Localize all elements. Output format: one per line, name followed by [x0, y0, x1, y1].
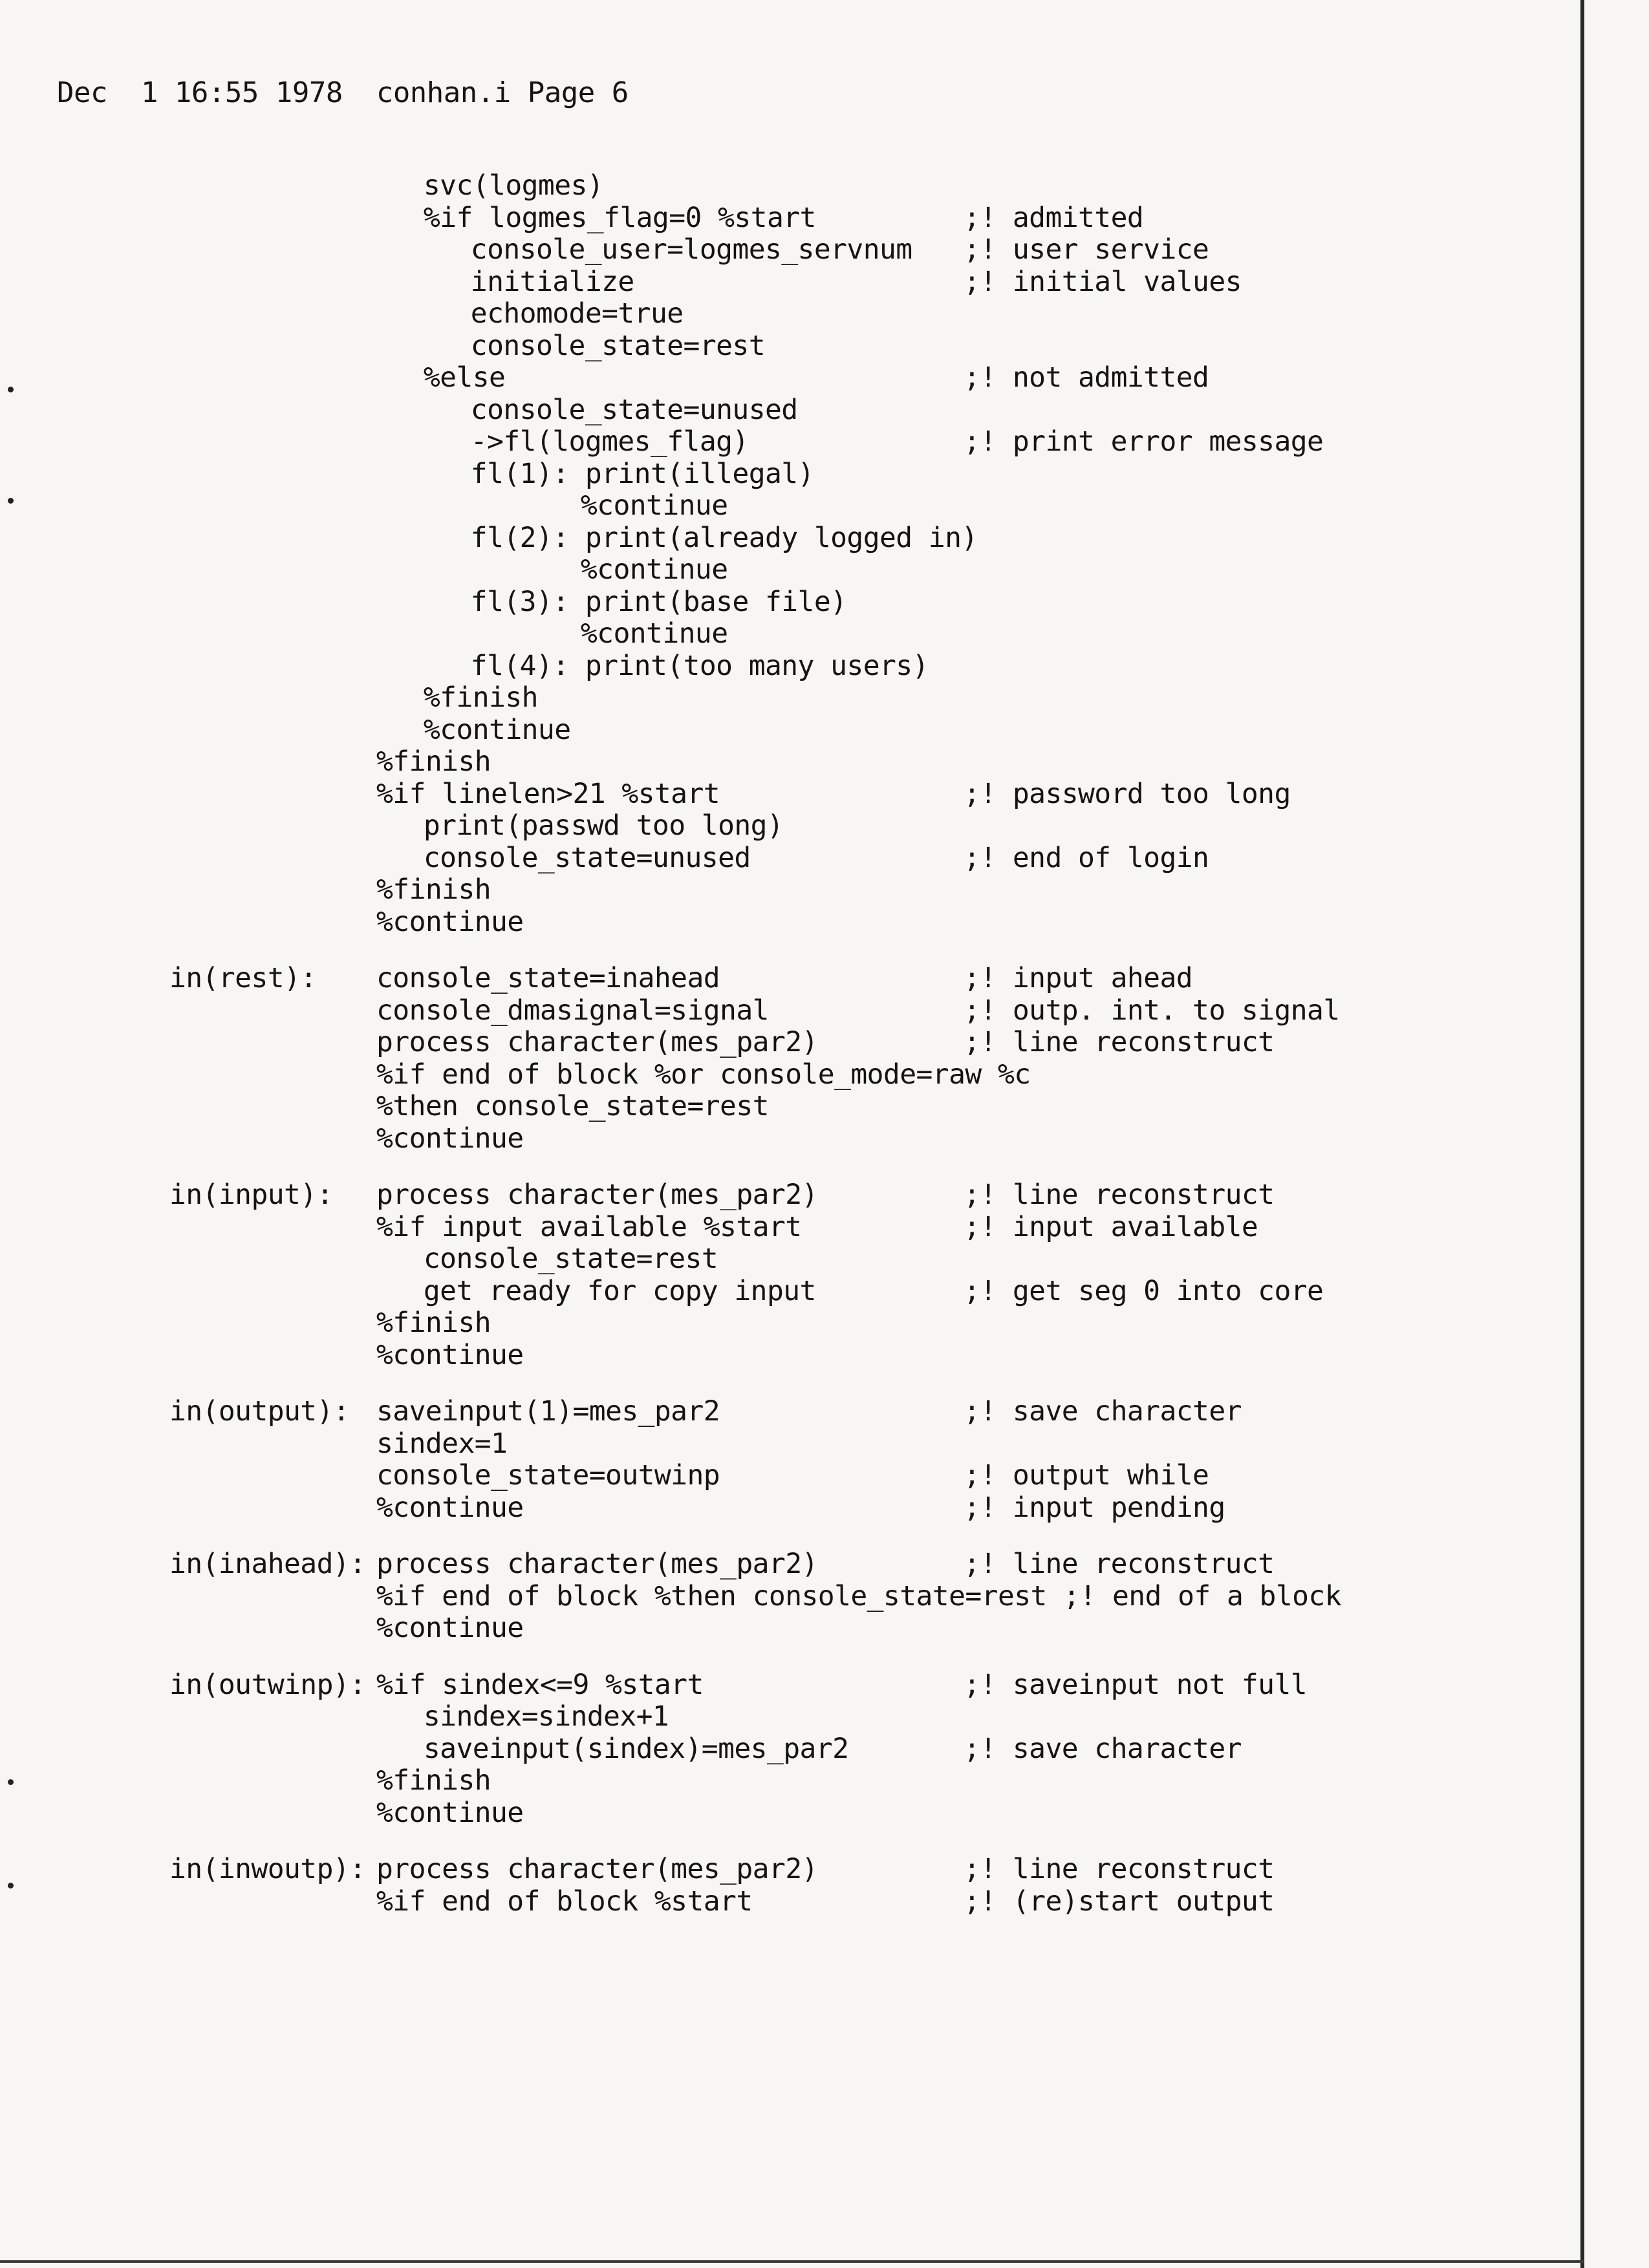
line-code: %if end of block %then console_state=rest ;! end of a block [376, 1579, 1342, 1612]
code-line [0, 1275, 1565, 1307]
code-line [0, 906, 1565, 938]
line-label: in(rest): [169, 962, 317, 994]
code-line [0, 1058, 1565, 1091]
line-code: %continue [376, 1122, 524, 1155]
line-code: print(passwd too long) [423, 809, 784, 842]
line-code: %if logmes_flag=0 %start [423, 201, 816, 234]
line-code: %if sindex<=9 %start [376, 1668, 704, 1701]
code-line [0, 394, 1565, 426]
line-comment: ;! end of login [964, 841, 1209, 874]
code-line [0, 681, 1565, 714]
line-label: in(input): [169, 1179, 333, 1211]
code-line [0, 522, 1565, 554]
line-code: process character(mes_par2) [376, 1026, 818, 1058]
line-code: %else [423, 361, 506, 394]
line-code: svc(logmes) [423, 169, 604, 202]
code-line [0, 489, 1565, 522]
code-line [0, 458, 1565, 490]
code-line [0, 1339, 1565, 1371]
line-code: sindex=1 [376, 1427, 508, 1460]
code-line [0, 425, 1565, 458]
code-line [0, 1853, 1565, 1885]
code-line [0, 361, 1565, 394]
line-label: in(inahead): [169, 1548, 366, 1580]
line-code: %if end of block %or console_mode=raw %c [376, 1058, 1031, 1091]
code-line [0, 1580, 1565, 1612]
code-line [0, 202, 1565, 234]
line-code: %finish [376, 873, 491, 906]
line-comment: ;! admitted [964, 201, 1144, 234]
code-line [0, 1548, 1565, 1580]
line-comment: ;! line reconstruct [964, 1026, 1275, 1058]
line-comment: ;! initial values [964, 265, 1242, 298]
code-line [0, 1026, 1565, 1058]
code-line [0, 1764, 1565, 1797]
line-code: sindex=sindex+1 [423, 1700, 669, 1733]
line-comment: ;! input pending [964, 1491, 1225, 1524]
line-comment: ;! saveinput not full [964, 1668, 1308, 1701]
line-comment: ;! line reconstruct [964, 1853, 1275, 1885]
code-line [0, 1211, 1565, 1243]
line-label: in(outwinp): [169, 1668, 366, 1701]
code-line [0, 1612, 1565, 1644]
line-code: %then console_state=rest [376, 1090, 769, 1122]
line-comment: ;! print error message [964, 425, 1324, 458]
line-code: %finish [376, 745, 491, 778]
line-code: %finish [376, 1307, 491, 1339]
line-code: process character(mes_par2) [376, 1179, 818, 1211]
code-line [0, 714, 1565, 746]
header-filename: conhan.i [376, 76, 511, 109]
line-comment: ;! line reconstruct [964, 1179, 1275, 1211]
line-code: %if end of block %start [376, 1885, 753, 1918]
line-code: %continue [580, 553, 728, 586]
code-line [0, 1243, 1565, 1275]
line-comment: ;! save character [964, 1732, 1242, 1765]
line-comment: ;! user service [964, 233, 1209, 266]
code-line [0, 169, 1565, 202]
line-code: %continue [376, 1796, 524, 1829]
code-line [0, 1090, 1565, 1122]
line-comment: ;! output while [964, 1459, 1209, 1492]
line-code: echomode=true [470, 297, 684, 330]
code-line [0, 650, 1565, 682]
code-line [0, 1428, 1565, 1460]
code-line [0, 809, 1565, 842]
line-code: process character(mes_par2) [376, 1548, 818, 1580]
line-code: console_state=outwinp [376, 1459, 720, 1492]
line-code: %continue [376, 1491, 524, 1524]
code-line [0, 617, 1565, 650]
line-code: console_state=unused [423, 841, 751, 874]
code-line [0, 586, 1565, 618]
line-code: %continue [580, 489, 728, 522]
code-line [0, 297, 1565, 330]
line-comment: ;! password too long [964, 777, 1291, 810]
line-comment: ;! input ahead [964, 962, 1193, 994]
code-line [0, 778, 1565, 810]
line-comment: ;! not admitted [964, 361, 1209, 394]
line-code: %if input available %start [376, 1210, 802, 1243]
line-code: fl(1): print(illegal) [470, 457, 814, 490]
line-label: in(inwoutp): [169, 1853, 366, 1885]
line-comment: ;! outp. int. to signal [964, 994, 1340, 1027]
line-code: fl(3): print(base file) [470, 585, 847, 618]
line-code: saveinput(1)=mes_par2 [376, 1395, 720, 1428]
line-code: console_state=unused [470, 393, 798, 426]
line-code: %continue [376, 1612, 524, 1644]
code-line [0, 873, 1565, 906]
line-code: %finish [376, 1764, 491, 1797]
line-code: %continue [376, 905, 524, 938]
line-code: fl(2): print(already logged in) [470, 521, 978, 554]
line-code: console_user=logmes_servnum [470, 233, 912, 266]
line-code: get ready for copy input [423, 1274, 816, 1307]
code-line [0, 1395, 1565, 1428]
line-code: %continue [376, 1338, 524, 1371]
line-code: ->fl(logmes_flag) [470, 425, 749, 458]
header-date: Dec 1 16:55 1978 [57, 76, 343, 109]
code-line [0, 330, 1565, 362]
code-line [0, 1307, 1565, 1339]
line-code: %if linelen>21 %start [376, 777, 720, 810]
code-line [0, 994, 1565, 1027]
code-line [0, 553, 1565, 586]
line-code: %continue [423, 713, 571, 746]
line-code: initialize [470, 265, 634, 298]
line-label: in(output): [169, 1395, 350, 1428]
code-line [0, 1700, 1565, 1733]
code-line [0, 1669, 1565, 1701]
line-code: saveinput(sindex)=mes_par2 [423, 1732, 849, 1765]
line-code: console_state=rest [423, 1243, 718, 1275]
code-line [0, 1179, 1565, 1211]
line-comment: ;! line reconstruct [964, 1548, 1275, 1580]
code-line [0, 266, 1565, 298]
line-code: %continue [580, 617, 728, 650]
code-line [0, 1459, 1565, 1492]
code-line [0, 842, 1565, 874]
code-line [0, 745, 1565, 778]
line-comment: ;! get seg 0 into core [964, 1274, 1324, 1307]
code-line [0, 1122, 1565, 1155]
code-line [0, 1492, 1565, 1524]
code-line [0, 1885, 1565, 1918]
code-line [0, 233, 1565, 266]
header-page: Page 6 [527, 76, 629, 109]
line-code: %finish [423, 681, 538, 714]
line-comment: ;! input available [964, 1210, 1258, 1243]
line-code: console_state=inahead [376, 962, 720, 994]
code-line [0, 1797, 1565, 1829]
line-code: console_state=rest [470, 329, 765, 362]
line-code: console_dmasignal=signal [376, 994, 769, 1027]
code-line [0, 1733, 1565, 1765]
line-code: fl(4): print(too many users) [470, 649, 929, 682]
line-comment: ;! save character [964, 1395, 1242, 1428]
code-line [0, 962, 1565, 994]
line-comment: ;! (re)start output [964, 1885, 1275, 1918]
line-code: process character(mes_par2) [376, 1853, 818, 1885]
